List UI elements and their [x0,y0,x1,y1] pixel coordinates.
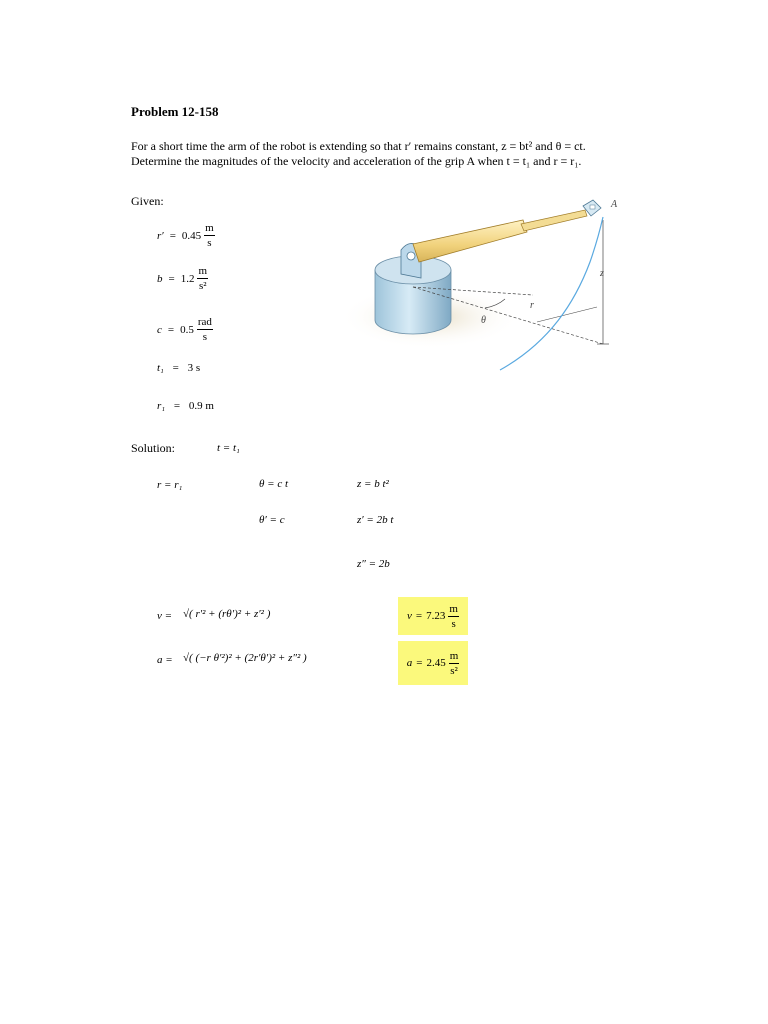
given-b-unit [197,265,208,292]
problem-title: Problem 12-158 [131,104,219,119]
unit-denominator: s [207,237,212,249]
given-c-eq: = [167,323,175,336]
theta-equals-ct: θ = c t [259,478,289,490]
robot-arm-figure [335,192,625,372]
unit-numerator: m [198,265,208,277]
given-t1-eq: = [172,362,179,374]
given-r-prime-unit [204,222,215,249]
solution-label: Solution: [131,441,176,455]
a-result-box [398,641,468,685]
z-equals-bt2: z = b t² [357,478,389,490]
unit-denominator: s² [450,664,458,677]
grip-slot [590,205,595,209]
figure-label-A: A [611,199,618,210]
theta-dot-equals-c: θ′ = c [259,514,285,526]
problem-statement-line1: For a short time the arm of the robot is extending so that r′ remains constant, z = bt² and θ = ct. [131,139,586,153]
r-dimension [537,307,597,322]
given-r-prime-eq: = [169,229,176,242]
unit-denominator: s² [198,280,207,292]
given-c-symbol: c [157,323,162,336]
problem-statement-line2: Determine the magnitudes of the velocity and acceleration of the grip A when t = t₁ and r = r₁. [131,154,582,168]
unit-numerator: rad [197,316,212,328]
unit-denominator: s [451,617,456,630]
given-b-symbol: b [157,272,163,285]
unit-numerator: m [449,649,459,662]
z-dot-equals-2bt: z′ = 2b t [357,514,394,526]
unit-numerator: m [205,222,214,234]
given-r-prime-symbol: r′ [157,229,164,242]
v-result-symbol: v [407,610,412,622]
given-r1-symbol: r₁ [157,400,166,412]
given-t1-symbol: t₁ [157,362,164,374]
pivot-pin [407,252,415,260]
figure-label-r: r [530,300,534,311]
given-r-prime [157,222,215,249]
given-label: Given: [131,194,164,208]
figure-label-z: z [600,268,604,279]
arm-outer [413,220,527,262]
given-r1 [157,400,214,412]
unit-denominator: s [202,331,208,343]
given-b-eq: = [168,272,175,285]
given-c-unit [197,316,213,343]
given-r1-value: 0.9 m [188,400,214,412]
t-equals-t1: t = t₁ [217,442,240,454]
given-c [157,316,213,343]
a-formula-rhs: √( (−r θ′²)² + (2r′θ′)² + z″² ) [183,652,307,664]
v-formula-lhs: v = [157,610,173,622]
given-r1-eq: = [173,400,181,412]
v-result-box [398,597,468,635]
v-result-value: 7.23 [426,610,446,622]
v-result-unit [448,603,459,630]
v-formula-rhs: √( r′² + (rθ′)² + z′² ) [183,608,271,620]
figure-label-theta: θ [481,315,486,326]
given-b [157,265,208,292]
given-r-prime-value: 0.45 [181,229,202,242]
given-b-value: 1.2 [180,272,195,285]
r-equals-r1: r = r₁ [157,479,183,491]
z-ddot-equals-2b: z″ = 2b [357,558,390,570]
v-result-eq: = [415,610,423,622]
a-result-eq: = [416,657,423,669]
given-t1-value: 3 s [187,362,201,374]
a-result-value: 2.45 [426,657,446,669]
unit-numerator: m [449,602,458,615]
arm-inner [521,210,587,231]
given-c-value: 0.5 [180,323,194,336]
a-result-unit [449,650,460,677]
a-formula-lhs: a = [157,654,173,666]
a-result-symbol: a [406,657,413,669]
given-t1 [157,362,200,374]
